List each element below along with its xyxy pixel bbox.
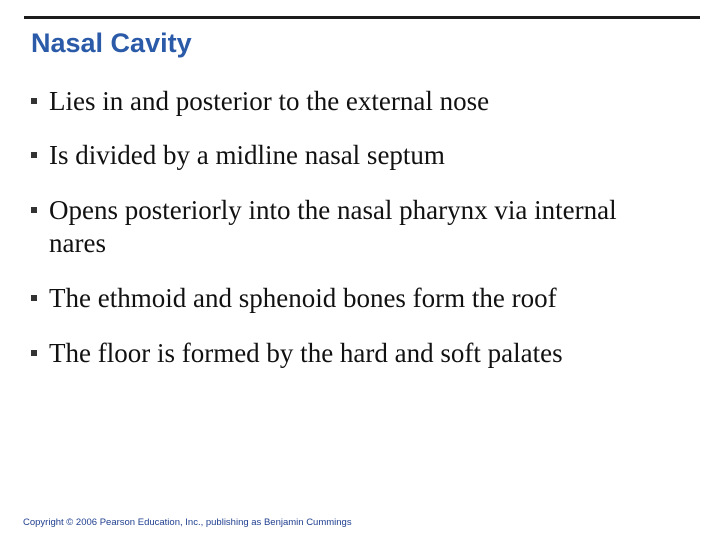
square-bullet-icon bbox=[31, 295, 37, 301]
top-rule bbox=[24, 16, 700, 19]
square-bullet-icon bbox=[31, 152, 37, 158]
copyright-footer: Copyright © 2006 Pearson Education, Inc., publishing as Benjamin Cummings bbox=[23, 517, 352, 528]
bullet-text: The ethmoid and sphenoid bones form the roof bbox=[49, 283, 557, 313]
slide-title: Nasal Cavity bbox=[31, 28, 192, 58]
bullet-text: Lies in and posterior to the external nose bbox=[49, 86, 490, 116]
square-bullet-icon bbox=[31, 207, 37, 213]
square-bullet-icon bbox=[31, 350, 37, 356]
bullet-text: Is divided by a midline nasal septum bbox=[49, 140, 445, 170]
square-bullet-icon bbox=[31, 98, 37, 104]
bullet-text: The floor is formed by the hard and soft palates bbox=[49, 338, 563, 368]
bullet-text: Opens posteriorly into the nasal pharynx via internal nares bbox=[49, 195, 617, 258]
